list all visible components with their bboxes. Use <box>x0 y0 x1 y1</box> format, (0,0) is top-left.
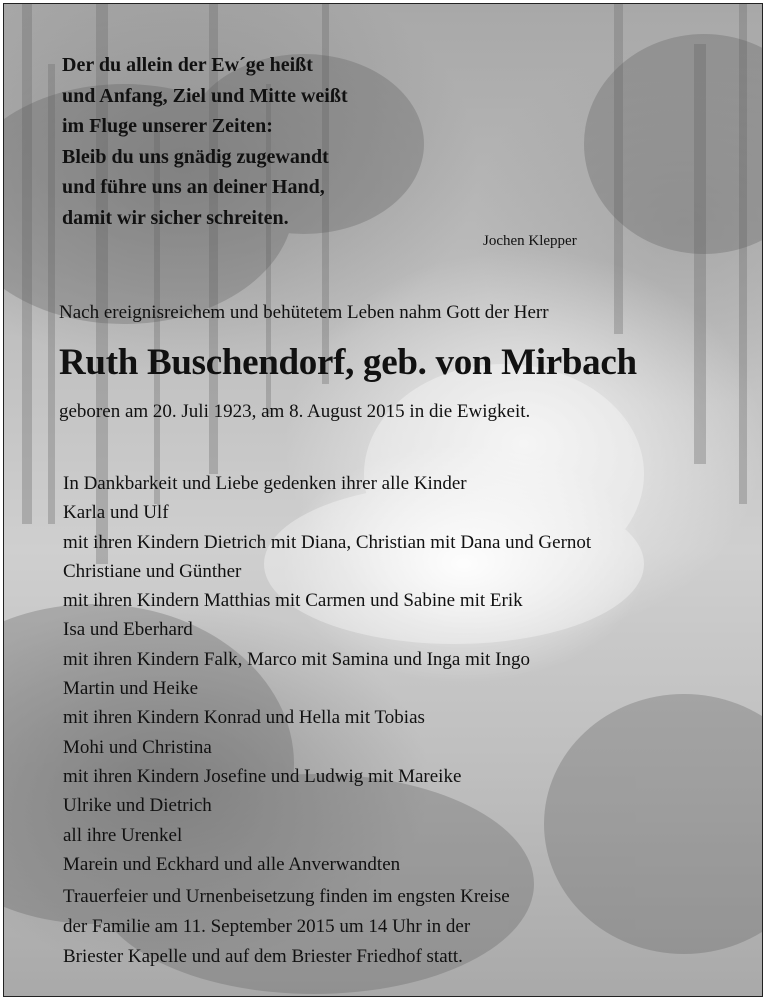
mourners-line: Ulrike und Dietrich <box>63 795 212 817</box>
funeral-info <box>63 882 510 972</box>
poem-line: Der du allein der Ew´ge heißt <box>62 54 313 76</box>
life-dates: geboren am 20. Juli 1923, am 8. August 2015 in die Ewigkeit. <box>59 401 531 422</box>
mourners-line: Mohi und Christina <box>63 736 212 758</box>
obituary-notice <box>3 3 763 997</box>
mourners-line: mit ihren Kindern Falk, Marco mit Samina und Inga mit Ingo <box>63 648 531 670</box>
mourners-line: Isa und Eberhard <box>63 619 193 641</box>
mourners-line: Marein und Eckhard und alle Anverwandten <box>63 853 401 875</box>
mourners-line: mit ihren Kindern Dietrich mit Diana, Christian mit Dana und Gernot <box>63 531 592 553</box>
mourners-line: mit ihren Kindern Konrad und Hella mit Tobias <box>63 707 425 729</box>
funeral-line: Trauerfeier und Urnenbeisetzung finden im engsten Kreise <box>63 886 510 907</box>
poem-line: und Anfang, Ziel und Mitte weißt <box>62 84 348 107</box>
mourners-line: mit ihren Kindern Josefine und Ludwig mit Mareike <box>63 765 462 787</box>
mourners-line: all ihre Urenkel <box>63 824 183 846</box>
mourners-line: Christiane und Günther <box>63 560 242 582</box>
poem-line: und führe uns an deiner Hand, <box>62 176 325 198</box>
funeral-line: der Familie am 11. September 2015 um 14 Uhr in der <box>63 916 471 937</box>
poem-author: Jochen Klepper <box>483 233 577 249</box>
mourners-line: Karla und Ulf <box>63 502 169 524</box>
announcement-intro: Nach ereignisreichem und behütetem Leben nahm Gott der Herr <box>59 302 549 323</box>
deceased-name: Ruth Buschendorf, geb. von Mirbach <box>59 342 637 383</box>
poem-line: im Fluge unserer Zeiten: <box>62 115 273 137</box>
mourners-line: Martin und Heike <box>63 678 199 700</box>
poem-line: damit wir sicher schreiten. <box>62 206 289 229</box>
mourners-line: In Dankbarkeit und Liebe gedenken ihrer alle Kinder <box>63 473 467 494</box>
funeral-line: Briester Kapelle und auf dem Briester Friedhof statt. <box>63 946 463 967</box>
mourners-list <box>63 469 591 879</box>
poem-verse <box>62 50 348 233</box>
mourners-line: mit ihren Kindern Matthias mit Carmen und Sabine mit Erik <box>63 590 523 612</box>
poem-line: Bleib du uns gnädig zugewandt <box>62 145 329 168</box>
